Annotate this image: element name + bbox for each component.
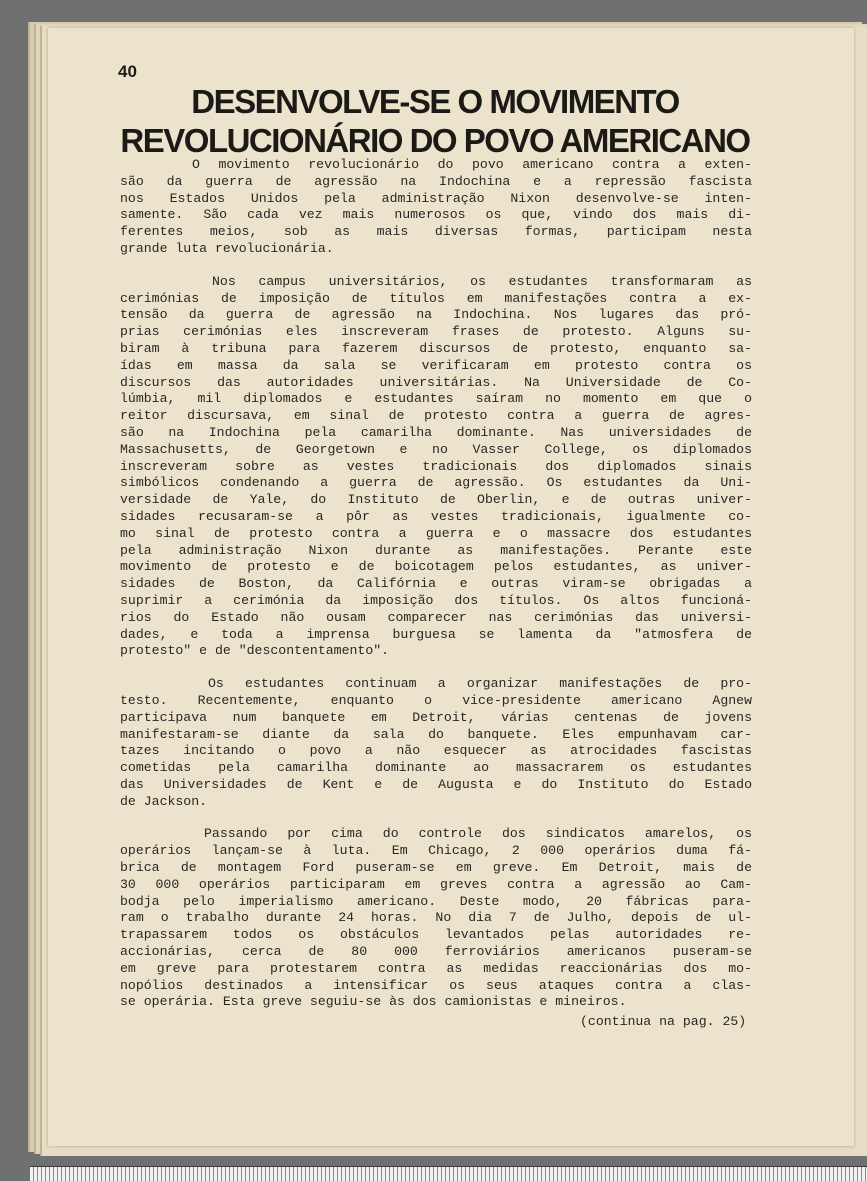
title-line-1: DESENVOLVE-SE O MOVIMENTO	[191, 83, 679, 120]
text-line: accionárias, cerca de 80 000 ferroviários americanos puseram-se	[120, 944, 752, 960]
text-line: são na Indochina pela camarilha dominante. Nas universidades de	[120, 424, 752, 440]
text-line: ídas em massa da sala se verificaram em protesto contra os	[120, 357, 752, 373]
text-line: prias cerimónias eles inscreveram frases de protesto. Alguns su-	[120, 324, 752, 340]
article-body	[120, 157, 752, 1027]
text-line: 30 000 operários participaram em greves contra a agressão ao Cam-	[120, 876, 752, 892]
text-line: movimento de protesto e de boicotagem pelos estudantes, as univer-	[120, 559, 752, 575]
text-line: sidades de Boston, da Califórnia e outras viram-se obrigadas a	[120, 576, 752, 592]
paragraph	[120, 826, 752, 1011]
text-line: tensão da guerra de agressão na Indochina. Nos lugares das pró-	[120, 307, 752, 323]
text-line: sidades recusaram-se a pôr as vestes tradicionais, igualmente co-	[120, 508, 752, 524]
text-line: brica de montagem Ford puseram-se em greve. Em Detroit, mais de	[120, 860, 752, 876]
text-line: bodja pelo imperialismo americano. Deste modo, 20 fábricas para-	[120, 893, 752, 909]
text-line: suprimir a cerimónia da imposição dos títulos. Os altos funcioná-	[120, 592, 752, 608]
text-line: protesto" e de "descontentamento".	[120, 643, 390, 659]
text-line: samente. São cada vez mais numerosos os que, vindo dos mais di-	[120, 207, 752, 223]
text-line: testo. Recentemente, enquanto o vice-presidente americano Agnew	[120, 692, 752, 708]
text-line: Os estudantes continuam a organizar manifestações de pro-	[208, 676, 752, 692]
page-number: 40	[118, 62, 137, 81]
paragraph	[120, 676, 752, 810]
scale-ruler	[30, 1166, 867, 1181]
text-line: participava num banquete em Detroit, várias centenas de jovens	[120, 709, 752, 725]
text-line: biram à tribuna para fazerem discursos de protesto, enquanto sa-	[120, 340, 752, 356]
text-line: nopólios destinados a intensificar os seus ataques contra a clas-	[120, 977, 752, 993]
text-line: nos Estados Unidos pela administração Nixon desenvolve-se inten-	[120, 190, 752, 206]
text-line: Massachusetts, de Georgetown e no Vasser College, os diplomados	[120, 441, 752, 457]
text-line: inscreveram sobre as vestes tradicionais dos diplomados sinais	[120, 458, 752, 474]
text-line: se operária. Esta greve seguiu-se às dos camionistas e mineiros.	[120, 994, 627, 1010]
text-line: cerimónias de imposição de títulos em manifestações contra a ex-	[120, 290, 752, 306]
continued-note: (continua na pag. 25)	[580, 1014, 747, 1029]
text-line: simbólicos condenando a guerra de agressão. Os estudantes da Uni-	[120, 475, 752, 491]
text-line: são da guerra de agressão na Indochina e a repressão fascista	[120, 173, 752, 189]
text-line: operários lançam-se à luta. Em Chicago, 2 000 operários duma fá-	[120, 843, 752, 859]
text-line: ram o trabalho durante 24 horas. No dia 7 de Julho, depois de ul-	[120, 910, 752, 926]
text-line: cometidas pela camarilha dominante ao massacrarem os estudantes	[120, 760, 752, 776]
text-line: reitor discursava, em sinal de protesto contra a guerra de agres-	[120, 408, 752, 424]
text-line: ferentes meios, sob as mais diversas formas, participam nesta	[120, 224, 752, 240]
text-line: pela administração Nixon durante as manifestações. Perante este	[120, 542, 752, 558]
text-line: discursos das autoridades universitárias. Na Universidade de Co-	[120, 374, 752, 390]
text-line: O movimento revolucionário do povo americano contra a exten-	[192, 157, 752, 172]
text-line: lúmbia, mil diplomados e estudantes saíram no momento em que o	[120, 391, 752, 407]
text-line: das Universidades de Kent e de Augusta e do Instituto do Estado	[120, 776, 752, 792]
paragraph	[120, 274, 752, 660]
text-line: grande luta revolucionária.	[120, 240, 334, 256]
text-line: Passando por cima do controle dos sindicatos amarelos, os	[204, 826, 752, 842]
text-line: tazes incitando o povo a não esquecer as atrocidades fascistas	[120, 743, 752, 759]
text-line: Nos campus universitários, os estudantes transformaram as	[212, 273, 752, 289]
article-title	[110, 82, 760, 160]
text-line: dades, e toda a imprensa burguesa se lamenta da "atmosfera de	[120, 626, 752, 642]
text-line: rios do Estado não ousam comparecer nas cerimónias das universi-	[120, 609, 752, 625]
title-line-2: REVOLUCIONÁRIO DO POVO AMERICANO	[120, 122, 750, 159]
text-line: em greve para protestarem contra as medidas reaccionárias dos mo-	[120, 960, 752, 976]
text-line: trapassarem todos os obstáculos levantados pelas autoridades re-	[120, 927, 752, 943]
text-line: de Jackson.	[120, 793, 208, 809]
paragraph	[120, 157, 752, 258]
text-line: versidade de Yale, do Instituto de Oberlin, e de outras univer-	[120, 492, 752, 508]
text-line: mo sinal de protesto contra a guerra e o massacre dos estudantes	[120, 525, 752, 541]
text-line: manifestaram-se diante da sala do banquete. Eles empunhavam car-	[120, 726, 752, 742]
